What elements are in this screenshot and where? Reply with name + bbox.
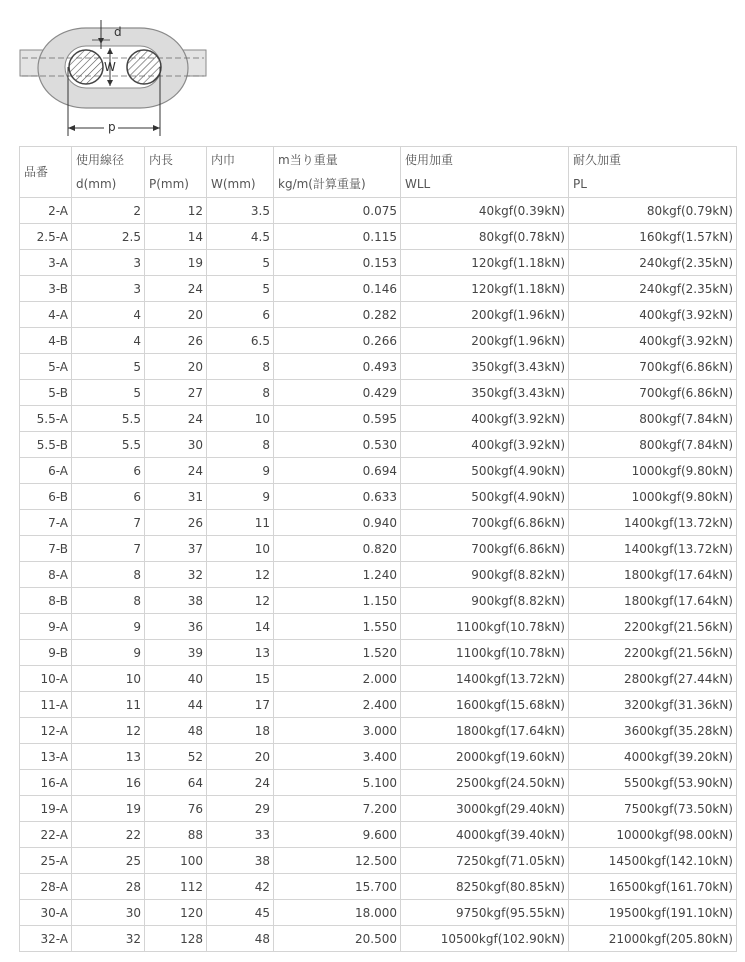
inner-width-cell: 14 bbox=[207, 614, 274, 640]
wire-diameter-cell: 5.5 bbox=[72, 406, 145, 432]
table-row bbox=[20, 640, 737, 666]
wire-diameter-cell: 25 bbox=[72, 848, 145, 874]
wll-cell: 1100kgf(10.78kN) bbox=[401, 640, 569, 666]
pl-cell: 400kgf(3.92kN) bbox=[569, 328, 737, 354]
inner-length-cell: 40 bbox=[145, 666, 207, 692]
inner-width-cell: 10 bbox=[207, 536, 274, 562]
inner-length-cell: 26 bbox=[145, 328, 207, 354]
inner-length-cell: 52 bbox=[145, 744, 207, 770]
wire-diameter-cell: 5 bbox=[72, 380, 145, 406]
inner-width-cell: 10 bbox=[207, 406, 274, 432]
table-row bbox=[20, 692, 737, 718]
wll-cell: 1100kgf(10.78kN) bbox=[401, 614, 569, 640]
weight-cell: 2.000 bbox=[274, 666, 401, 692]
header-inner-length: 内長 P(mm) bbox=[145, 147, 207, 198]
inner-width-cell: 45 bbox=[207, 900, 274, 926]
wire-diameter-cell: 30 bbox=[72, 900, 145, 926]
inner-length-cell: 24 bbox=[145, 458, 207, 484]
wire-diameter-cell: 32 bbox=[72, 926, 145, 952]
weight-cell: 0.940 bbox=[274, 510, 401, 536]
wll-cell: 700kgf(6.86kN) bbox=[401, 536, 569, 562]
table-row bbox=[20, 510, 737, 536]
table-row bbox=[20, 484, 737, 510]
inner-width-cell: 5 bbox=[207, 276, 274, 302]
weight-cell: 1.150 bbox=[274, 588, 401, 614]
inner-width-cell: 8 bbox=[207, 432, 274, 458]
inner-width-cell: 3.5 bbox=[207, 198, 274, 224]
wire-diameter-cell: 4 bbox=[72, 302, 145, 328]
header-proof-load: 耐久加重 PL bbox=[569, 147, 737, 198]
weight-cell: 20.500 bbox=[274, 926, 401, 952]
table-row bbox=[20, 250, 737, 276]
part-number-cell: 11-A bbox=[20, 692, 72, 718]
wll-cell: 400kgf(3.92kN) bbox=[401, 406, 569, 432]
part-number-cell: 10-A bbox=[20, 666, 72, 692]
table-row bbox=[20, 224, 737, 250]
pl-cell: 5500kgf(53.90kN) bbox=[569, 770, 737, 796]
part-number-cell: 7-A bbox=[20, 510, 72, 536]
table-row bbox=[20, 276, 737, 302]
inner-length-cell: 120 bbox=[145, 900, 207, 926]
part-number-cell: 8-B bbox=[20, 588, 72, 614]
inner-length-cell: 26 bbox=[145, 510, 207, 536]
wire-diameter-cell: 10 bbox=[72, 666, 145, 692]
inner-length-cell: 24 bbox=[145, 406, 207, 432]
weight-cell: 7.200 bbox=[274, 796, 401, 822]
pl-cell: 2200kgf(21.56kN) bbox=[569, 640, 737, 666]
inner-width-cell: 12 bbox=[207, 562, 274, 588]
weight-cell: 0.493 bbox=[274, 354, 401, 380]
pl-cell: 16500kgf(161.70kN) bbox=[569, 874, 737, 900]
pl-cell: 80kgf(0.79kN) bbox=[569, 198, 737, 224]
inner-length-cell: 38 bbox=[145, 588, 207, 614]
wll-cell: 200kgf(1.96kN) bbox=[401, 328, 569, 354]
weight-cell: 0.146 bbox=[274, 276, 401, 302]
wll-cell: 4000kgf(39.40kN) bbox=[401, 822, 569, 848]
inner-length-cell: 14 bbox=[145, 224, 207, 250]
weight-cell: 0.153 bbox=[274, 250, 401, 276]
table-row bbox=[20, 536, 737, 562]
weight-cell: 5.100 bbox=[274, 770, 401, 796]
part-number-cell: 3-B bbox=[20, 276, 72, 302]
table-row bbox=[20, 718, 737, 744]
part-number-cell: 28-A bbox=[20, 874, 72, 900]
inner-length-cell: 24 bbox=[145, 276, 207, 302]
wll-cell: 2000kgf(19.60kN) bbox=[401, 744, 569, 770]
wire-diameter-cell: 9 bbox=[72, 614, 145, 640]
table-row bbox=[20, 406, 737, 432]
wire-diameter-cell: 16 bbox=[72, 770, 145, 796]
table-row bbox=[20, 328, 737, 354]
pl-cell: 1400kgf(13.72kN) bbox=[569, 510, 737, 536]
wll-cell: 350kgf(3.43kN) bbox=[401, 380, 569, 406]
weight-cell: 0.633 bbox=[274, 484, 401, 510]
inner-width-cell: 12 bbox=[207, 588, 274, 614]
wll-cell: 10500kgf(102.90kN) bbox=[401, 926, 569, 952]
part-number-cell: 5.5-B bbox=[20, 432, 72, 458]
wll-cell: 8250kgf(80.85kN) bbox=[401, 874, 569, 900]
weight-cell: 0.530 bbox=[274, 432, 401, 458]
weight-cell: 1.520 bbox=[274, 640, 401, 666]
wire-diameter-cell: 7 bbox=[72, 510, 145, 536]
weight-cell: 3.400 bbox=[274, 744, 401, 770]
wll-cell: 900kgf(8.82kN) bbox=[401, 588, 569, 614]
wll-cell: 400kgf(3.92kN) bbox=[401, 432, 569, 458]
weight-cell: 1.240 bbox=[274, 562, 401, 588]
inner-length-cell: 48 bbox=[145, 718, 207, 744]
weight-cell: 3.000 bbox=[274, 718, 401, 744]
pl-cell: 240kgf(2.35kN) bbox=[569, 250, 737, 276]
wire-diameter-cell: 2.5 bbox=[72, 224, 145, 250]
pl-cell: 7500kgf(73.50kN) bbox=[569, 796, 737, 822]
part-number-cell: 16-A bbox=[20, 770, 72, 796]
inner-width-cell: 11 bbox=[207, 510, 274, 536]
wire-diameter-cell: 3 bbox=[72, 276, 145, 302]
wire-diameter-cell: 6 bbox=[72, 458, 145, 484]
pl-cell: 19500kgf(191.10kN) bbox=[569, 900, 737, 926]
inner-length-cell: 64 bbox=[145, 770, 207, 796]
inner-width-cell: 18 bbox=[207, 718, 274, 744]
part-number-cell: 19-A bbox=[20, 796, 72, 822]
wll-cell: 2500kgf(24.50kN) bbox=[401, 770, 569, 796]
table-row bbox=[20, 900, 737, 926]
weight-cell: 9.600 bbox=[274, 822, 401, 848]
weight-cell: 18.000 bbox=[274, 900, 401, 926]
table-row bbox=[20, 380, 737, 406]
inner-width-cell: 42 bbox=[207, 874, 274, 900]
inner-width-cell: 24 bbox=[207, 770, 274, 796]
wire-diameter-cell: 11 bbox=[72, 692, 145, 718]
part-number-cell: 5.5-A bbox=[20, 406, 72, 432]
pl-cell: 3200kgf(31.36kN) bbox=[569, 692, 737, 718]
wire-diameter-cell: 7 bbox=[72, 536, 145, 562]
inner-length-cell: 36 bbox=[145, 614, 207, 640]
pl-cell: 2800kgf(27.44kN) bbox=[569, 666, 737, 692]
table-row bbox=[20, 588, 737, 614]
pl-cell: 1400kgf(13.72kN) bbox=[569, 536, 737, 562]
table-row bbox=[20, 874, 737, 900]
inner-length-cell: 112 bbox=[145, 874, 207, 900]
header-working-load-limit: 使用加重 WLL bbox=[401, 147, 569, 198]
table-row bbox=[20, 354, 737, 380]
weight-cell: 0.282 bbox=[274, 302, 401, 328]
part-number-cell: 7-B bbox=[20, 536, 72, 562]
wll-cell: 120kgf(1.18kN) bbox=[401, 276, 569, 302]
pl-cell: 21000kgf(205.80kN) bbox=[569, 926, 737, 952]
spec-table-body bbox=[20, 198, 737, 952]
inner-width-cell: 8 bbox=[207, 354, 274, 380]
header-wire-diameter: 使用線径 d(mm) bbox=[72, 147, 145, 198]
wire-diameter-cell: 28 bbox=[72, 874, 145, 900]
table-row bbox=[20, 432, 737, 458]
wll-cell: 350kgf(3.43kN) bbox=[401, 354, 569, 380]
table-row bbox=[20, 614, 737, 640]
wire-diameter-cell: 13 bbox=[72, 744, 145, 770]
inner-length-cell: 20 bbox=[145, 302, 207, 328]
header-weight-per-meter: m当り重量 kg/m(計算重量) bbox=[274, 147, 401, 198]
inner-length-cell: 12 bbox=[145, 198, 207, 224]
wire-diameter-cell: 9 bbox=[72, 640, 145, 666]
inner-width-cell: 5 bbox=[207, 250, 274, 276]
wll-cell: 7250kgf(71.05kN) bbox=[401, 848, 569, 874]
inner-width-cell: 6.5 bbox=[207, 328, 274, 354]
part-number-cell: 8-A bbox=[20, 562, 72, 588]
table-row bbox=[20, 848, 737, 874]
pl-cell: 3600kgf(35.28kN) bbox=[569, 718, 737, 744]
pl-cell: 160kgf(1.57kN) bbox=[569, 224, 737, 250]
part-number-cell: 4-B bbox=[20, 328, 72, 354]
weight-cell: 0.595 bbox=[274, 406, 401, 432]
inner-length-cell: 32 bbox=[145, 562, 207, 588]
table-row bbox=[20, 458, 737, 484]
table-row bbox=[20, 796, 737, 822]
wire-diameter-cell: 8 bbox=[72, 588, 145, 614]
table-row bbox=[20, 744, 737, 770]
spec-table bbox=[19, 146, 737, 952]
wll-cell: 1800kgf(17.64kN) bbox=[401, 718, 569, 744]
part-number-cell: 30-A bbox=[20, 900, 72, 926]
chain-link-diagram bbox=[0, 0, 230, 145]
weight-cell: 0.429 bbox=[274, 380, 401, 406]
inner-length-cell: 37 bbox=[145, 536, 207, 562]
pl-cell: 800kgf(7.84kN) bbox=[569, 406, 737, 432]
inner-width-cell: 4.5 bbox=[207, 224, 274, 250]
inner-width-cell: 29 bbox=[207, 796, 274, 822]
weight-cell: 0.694 bbox=[274, 458, 401, 484]
wll-cell: 120kgf(1.18kN) bbox=[401, 250, 569, 276]
weight-cell: 0.820 bbox=[274, 536, 401, 562]
weight-cell: 0.075 bbox=[274, 198, 401, 224]
part-number-cell: 32-A bbox=[20, 926, 72, 952]
inner-length-cell: 39 bbox=[145, 640, 207, 666]
wire-diameter-cell: 8 bbox=[72, 562, 145, 588]
wll-cell: 80kgf(0.78kN) bbox=[401, 224, 569, 250]
wll-cell: 9750kgf(95.55kN) bbox=[401, 900, 569, 926]
part-number-cell: 25-A bbox=[20, 848, 72, 874]
pl-cell: 800kgf(7.84kN) bbox=[569, 432, 737, 458]
table-row bbox=[20, 822, 737, 848]
inner-width-cell: 9 bbox=[207, 484, 274, 510]
inner-length-cell: 88 bbox=[145, 822, 207, 848]
part-number-cell: 22-A bbox=[20, 822, 72, 848]
wll-cell: 500kgf(4.90kN) bbox=[401, 458, 569, 484]
inner-length-cell: 19 bbox=[145, 250, 207, 276]
pl-cell: 4000kgf(39.20kN) bbox=[569, 744, 737, 770]
inner-length-cell: 76 bbox=[145, 796, 207, 822]
part-number-cell: 2.5-A bbox=[20, 224, 72, 250]
part-number-cell: 6-B bbox=[20, 484, 72, 510]
pl-cell: 1000kgf(9.80kN) bbox=[569, 484, 737, 510]
inner-length-cell: 27 bbox=[145, 380, 207, 406]
pl-cell: 240kgf(2.35kN) bbox=[569, 276, 737, 302]
table-row bbox=[20, 562, 737, 588]
part-number-cell: 12-A bbox=[20, 718, 72, 744]
spec-table-header bbox=[20, 147, 737, 198]
header-inner-width: 内巾 W(mm) bbox=[207, 147, 274, 198]
weight-cell: 1.550 bbox=[274, 614, 401, 640]
wll-cell: 1600kgf(15.68kN) bbox=[401, 692, 569, 718]
part-number-cell: 9-B bbox=[20, 640, 72, 666]
inner-width-cell: 15 bbox=[207, 666, 274, 692]
part-number-cell: 6-A bbox=[20, 458, 72, 484]
inner-width-cell: 20 bbox=[207, 744, 274, 770]
weight-cell: 15.700 bbox=[274, 874, 401, 900]
inner-width-cell: 13 bbox=[207, 640, 274, 666]
table-row bbox=[20, 302, 737, 328]
inner-width-cell: 38 bbox=[207, 848, 274, 874]
inner-width-cell: 17 bbox=[207, 692, 274, 718]
inner-width-cell: 48 bbox=[207, 926, 274, 952]
inner-length-cell: 100 bbox=[145, 848, 207, 874]
wire-diameter-cell: 2 bbox=[72, 198, 145, 224]
table-row bbox=[20, 666, 737, 692]
part-number-cell: 5-A bbox=[20, 354, 72, 380]
wire-diameter-cell: 5.5 bbox=[72, 432, 145, 458]
wire-diameter-cell: 3 bbox=[72, 250, 145, 276]
inner-width-cell: 8 bbox=[207, 380, 274, 406]
dim-label-w: W bbox=[104, 60, 116, 74]
header-part-number: 品番 bbox=[20, 147, 72, 198]
header-row bbox=[20, 147, 737, 198]
inner-length-cell: 44 bbox=[145, 692, 207, 718]
weight-cell: 12.500 bbox=[274, 848, 401, 874]
wire-section-right bbox=[127, 50, 161, 84]
wire-section-left bbox=[69, 50, 103, 84]
pl-cell: 700kgf(6.86kN) bbox=[569, 354, 737, 380]
table-row bbox=[20, 770, 737, 796]
wll-cell: 900kgf(8.82kN) bbox=[401, 562, 569, 588]
table-row bbox=[20, 926, 737, 952]
wll-cell: 700kgf(6.86kN) bbox=[401, 510, 569, 536]
inner-length-cell: 128 bbox=[145, 926, 207, 952]
inner-length-cell: 30 bbox=[145, 432, 207, 458]
part-number-cell: 13-A bbox=[20, 744, 72, 770]
wll-cell: 3000kgf(29.40kN) bbox=[401, 796, 569, 822]
part-number-cell: 4-A bbox=[20, 302, 72, 328]
table-row bbox=[20, 198, 737, 224]
dim-label-d: d bbox=[114, 25, 122, 39]
inner-length-cell: 20 bbox=[145, 354, 207, 380]
wll-cell: 200kgf(1.96kN) bbox=[401, 302, 569, 328]
pl-cell: 1800kgf(17.64kN) bbox=[569, 588, 737, 614]
dim-label-p: p bbox=[108, 120, 116, 134]
pl-cell: 14500kgf(142.10kN) bbox=[569, 848, 737, 874]
wire-diameter-cell: 6 bbox=[72, 484, 145, 510]
wire-diameter-cell: 19 bbox=[72, 796, 145, 822]
wire-diameter-cell: 12 bbox=[72, 718, 145, 744]
inner-length-cell: 31 bbox=[145, 484, 207, 510]
wll-cell: 1400kgf(13.72kN) bbox=[401, 666, 569, 692]
wire-diameter-cell: 5 bbox=[72, 354, 145, 380]
wll-cell: 500kgf(4.90kN) bbox=[401, 484, 569, 510]
weight-cell: 0.266 bbox=[274, 328, 401, 354]
inner-width-cell: 9 bbox=[207, 458, 274, 484]
pl-cell: 10000kgf(98.00kN) bbox=[569, 822, 737, 848]
wire-diameter-cell: 22 bbox=[72, 822, 145, 848]
pl-cell: 1800kgf(17.64kN) bbox=[569, 562, 737, 588]
pl-cell: 2200kgf(21.56kN) bbox=[569, 614, 737, 640]
weight-cell: 2.400 bbox=[274, 692, 401, 718]
inner-width-cell: 33 bbox=[207, 822, 274, 848]
part-number-cell: 3-A bbox=[20, 250, 72, 276]
part-number-cell: 5-B bbox=[20, 380, 72, 406]
pl-cell: 700kgf(6.86kN) bbox=[569, 380, 737, 406]
weight-cell: 0.115 bbox=[274, 224, 401, 250]
part-number-cell: 9-A bbox=[20, 614, 72, 640]
wire-diameter-cell: 4 bbox=[72, 328, 145, 354]
wll-cell: 40kgf(0.39kN) bbox=[401, 198, 569, 224]
pl-cell: 400kgf(3.92kN) bbox=[569, 302, 737, 328]
pl-cell: 1000kgf(9.80kN) bbox=[569, 458, 737, 484]
part-number-cell: 2-A bbox=[20, 198, 72, 224]
inner-width-cell: 6 bbox=[207, 302, 274, 328]
